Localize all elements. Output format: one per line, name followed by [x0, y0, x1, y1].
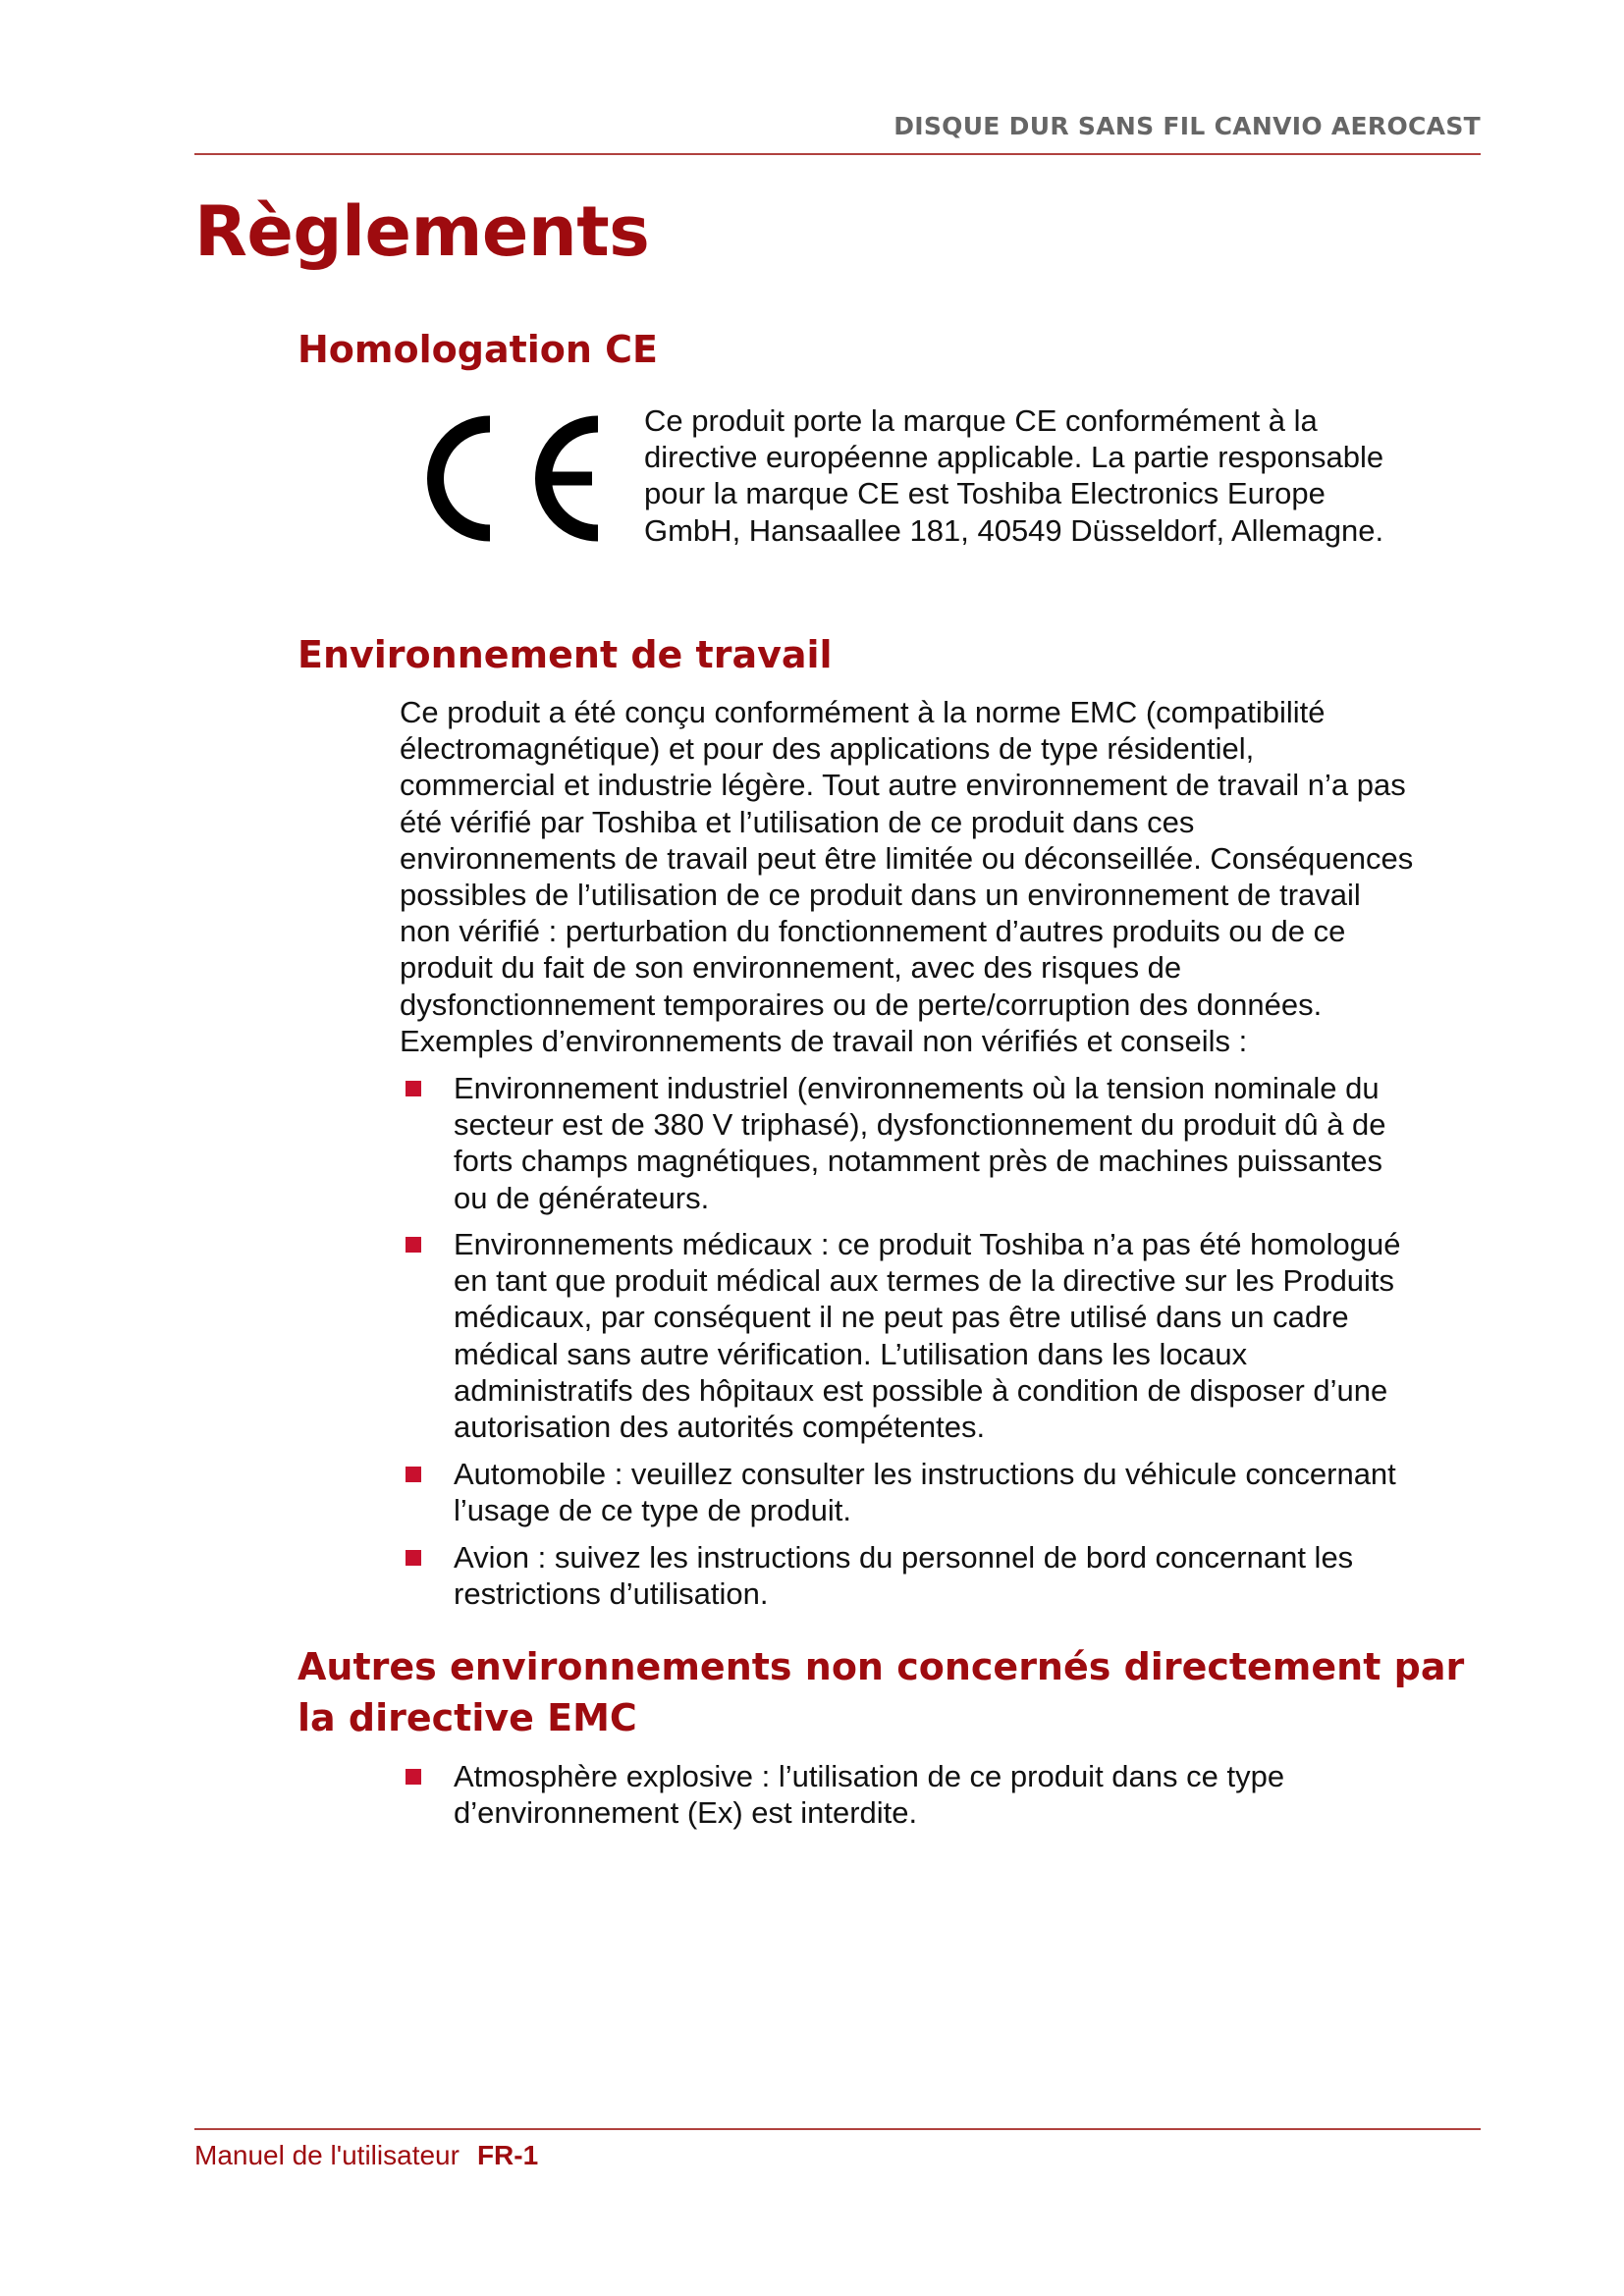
- running-header-title: DISQUE DUR SANS FIL CANVIO AEROCAST: [893, 112, 1481, 140]
- page-title: Règlements: [194, 191, 650, 272]
- environment-paragraph: [400, 694, 1413, 1059]
- page-footer: [194, 2140, 538, 2171]
- list-item: [400, 1070, 1386, 1216]
- text-line: été vérifié par Toshiba et l’utilisation de ce produit dans ces: [400, 804, 1195, 839]
- section-heading-other-environments: Autres environnements non concernés directement par la directive EMC: [298, 1645, 1465, 1739]
- list-item: [400, 1539, 1353, 1612]
- text-line: secteur est de 380 V triphasé), dysfonctionnement du produit dû à de: [454, 1107, 1386, 1143]
- text-line: Environnements médicaux : ce produit Toshiba n’a pas été homologué: [454, 1227, 1401, 1261]
- text-line: Automobile : veuillez consulter les instructions du véhicule concernant: [454, 1457, 1396, 1491]
- text-line: médical sans autre vérification. L’utilisation dans les locaux: [454, 1336, 1248, 1371]
- text-line: Ce produit porte la marque CE conformément à la: [644, 403, 1318, 438]
- ce-mark-icon: [406, 402, 612, 555]
- text-line: autorisation des autorités compétentes.: [454, 1410, 986, 1445]
- text-line: possibles de l’utilisation de ce produit dans un environnement de travail: [400, 878, 1361, 913]
- square-bullet-icon: [406, 1769, 421, 1785]
- text-line: non vérifié : perturbation du fonctionnement d’autres produits ou de ce: [400, 914, 1346, 949]
- square-bullet-icon: [406, 1467, 421, 1482]
- text-line: directive européenne applicable. La partie responsable: [644, 440, 1384, 475]
- text-line: l’usage de ce type de produit.: [454, 1493, 851, 1528]
- text-line: administratifs des hôpitaux est possible à condition de disposer d’une: [454, 1372, 1388, 1408]
- square-bullet-icon: [406, 1081, 421, 1096]
- text-line: produit du fait de son environnement, avec des risques de: [400, 950, 1182, 986]
- ce-paragraph: [644, 402, 1383, 549]
- footer-manual-label: Manuel de l'utilisateur: [194, 2140, 460, 2170]
- text-line: commercial et industrie légère. Tout autre environnement de travail n’a pas: [400, 768, 1406, 803]
- square-bullet-icon: [406, 1550, 421, 1566]
- text-line: forts champs magnétiques, notamment près de machines puissantes: [454, 1144, 1382, 1179]
- text-line: pour la marque CE est Toshiba Electronics Europe: [644, 476, 1326, 511]
- square-bullet-icon: [406, 1237, 421, 1253]
- text-line: Environnement industriel (environnements où la tension nominale du: [454, 1071, 1380, 1105]
- text-line: Avion : suivez les instructions du personnel de bord concernant les: [454, 1540, 1354, 1575]
- header-rule: [194, 153, 1481, 155]
- list-item: [400, 1456, 1396, 1528]
- text-line: en tant que produit médical aux termes de la directive sur les Produits: [454, 1263, 1395, 1299]
- text-line: GmbH, Hansaallee 181, 40549 Düsseldorf, Allemagne.: [644, 512, 1384, 548]
- section-heading-environment: Environnement de travail: [298, 633, 833, 676]
- text-line: médicaux, par conséquent il ne peut pas être utilisé dans un cadre: [454, 1300, 1349, 1335]
- list-item: [400, 1758, 1284, 1831]
- text-line: ou de générateurs.: [454, 1180, 710, 1215]
- list-item: [400, 1226, 1400, 1445]
- footer-page-number: FR-1: [476, 2140, 539, 2170]
- text-line: Ce produit a été conçu conformément à la norme EMC (compatibilité: [400, 695, 1326, 729]
- text-line: électromagnétique) et pour des applications de type résidentiel,: [400, 731, 1255, 767]
- text-line: Exemples d’environnements de travail non vérifiés et conseils :: [400, 1023, 1248, 1058]
- text-line: Atmosphère explosive : l’utilisation de ce produit dans ce type: [454, 1759, 1285, 1793]
- text-line: restrictions d’utilisation.: [454, 1576, 769, 1612]
- section-heading-ce: Homologation CE: [298, 328, 659, 371]
- footer-rule: [194, 2128, 1481, 2130]
- text-line: dysfonctionnement temporaires ou de perte/corruption des données.: [400, 987, 1323, 1022]
- text-line: d’environnement (Ex) est interdite.: [454, 1795, 918, 1831]
- text-line: environnements de travail peut être limitée ou déconseillée. Conséquences: [400, 840, 1414, 876]
